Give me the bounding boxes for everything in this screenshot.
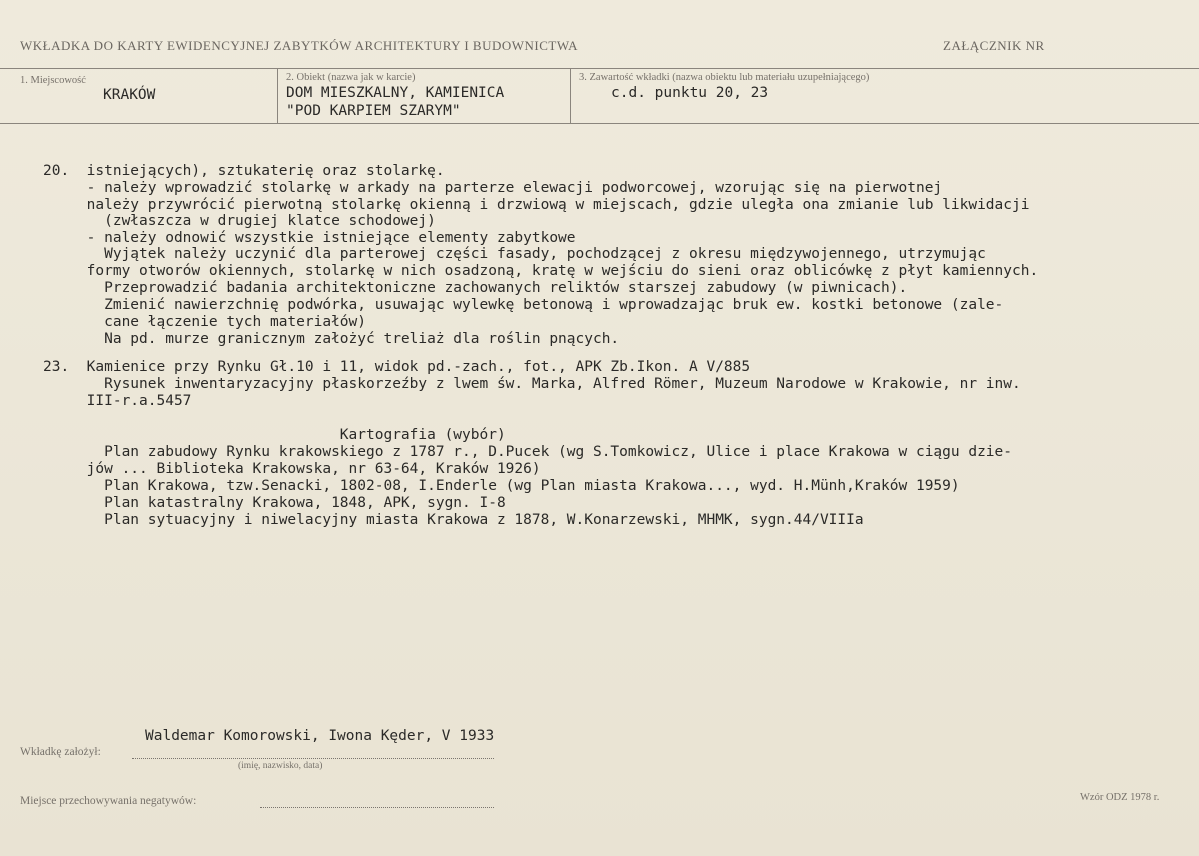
body-line: Plan sytuacyjny i niwelacyjny miasta Krakowa z 1878, W.Konarzewski, MHMK, sygn.44/VIIIa — [43, 512, 864, 528]
field-2-value-line-1: DOM MIESZKALNY, KAMIENICA — [286, 85, 505, 101]
body-line: Plan zabudowy Rynku krakowskiego z 1787 r., D.Pucek (wg S.Tomkowicz, Ulice i place Krakowa w ciągu dzie- — [43, 444, 1013, 460]
table-top-rule — [0, 68, 1199, 69]
body-line: Wyjątek należy uczynić dla parterowej części fasady, pochodzącej z okresu międzywojennego, utrzymując — [43, 246, 986, 262]
body-line: - należy wprowadzić stolarkę w arkady na parterze elewacji podworcowej, wzorując się na pierwotnej — [43, 180, 943, 196]
body-line: - należy odnowić wszystkie istniejące elementy zabytkowe — [43, 230, 576, 246]
body-line: Plan Krakowa, tzw.Senacki, 1802-08, I.Enderle (wg Plan miasta Krakowa..., wyd. H.Münh,Kraków 1959) — [43, 478, 960, 494]
body-line: Plan katastralny Krakowa, 1848, APK, sygn. I-8 — [43, 495, 506, 511]
body-line: 20. istniejących), sztukaterię oraz stolarkę. — [43, 163, 445, 179]
body-line: formy otworów okiennych, stolarkę w nich osadzoną, kratę w wejściu do sieni oraz oblicówkę z płyt kamiennych. — [43, 263, 1039, 279]
field-1-value: KRAKÓW — [103, 87, 156, 103]
author-hint: (imię, nazwisko, data) — [238, 761, 323, 771]
negatives-dotted-line — [260, 807, 494, 808]
column-divider-2 — [570, 68, 571, 124]
body-line: (zwłaszcza w drugiej klatce schodowej) — [43, 213, 436, 229]
body-line: 23. Kamienice przy Rynku Gł.10 i 11, widok pd.-zach., fot., APK Zb.Ikon. A V/885 — [43, 359, 751, 375]
field-3-label: 3. Zawartość wkładki (nazwa obiektu lub materiału uzupełniającego) — [579, 72, 870, 83]
body-line: III-r.a.5457 — [43, 393, 192, 409]
table-bottom-rule — [0, 123, 1199, 124]
column-divider-1 — [277, 68, 278, 124]
field-3-value: c.d. punktu 20, 23 — [611, 85, 769, 101]
body-line: Rysunek inwentaryzacyjny płaskorzeźby z lwem św. Marka, Alfred Römer, Muzeum Narodowe w Krakowie, nr inw. — [43, 376, 1021, 392]
authors-value: Waldemar Komorowski, Iwona Kęder, V 1933 — [145, 728, 495, 744]
field-1-label: 1. Miejscowość — [20, 75, 86, 86]
author-dotted-line — [132, 758, 494, 759]
body-line: Na pd. murze granicznym założyć treliaż dla roślin pnących. — [43, 331, 620, 347]
attachment-number-label: ZAŁĄCZNIK NR — [943, 38, 1045, 53]
form-pattern-label: Wzór ODZ 1978 r. — [1080, 792, 1160, 803]
body-line: Zmienić nawierzchnię podwórka, usuwając wylewkę betonową i wprowadzając bruk ew. kostki betonowe (zale- — [43, 297, 1004, 313]
body-line: cane łączenie tych materiałów) — [43, 314, 367, 330]
section-heading-cartography: Kartografia (wybór) — [43, 427, 506, 443]
field-2-value-line-2: "POD KARPIEM SZARYM" — [286, 103, 461, 119]
body-line: należy przywrócić pierwotną stolarkę okienną i drzwiową w miejscach, gdzie uległa ona zmianie lub likwidacji — [43, 197, 1030, 213]
body-line: jów ... Biblioteka Krakowska, nr 63-64, Kraków 1926) — [43, 461, 541, 477]
form-title: WKŁADKA DO KARTY EWIDENCYJNEJ ZABYTKÓW ARCHITEKTURY I BUDOWNICTWA — [20, 38, 579, 53]
author-label: Wkładkę założył: — [20, 746, 101, 758]
negatives-location-label: Miejsce przechowywania negatywów: — [20, 795, 197, 807]
field-2-label: 2. Obiekt (nazwa jak w karcie) — [286, 72, 416, 83]
body-line: Przeprowadzić badania architektoniczne zachowanych reliktów starszej zabudowy (w piwnicach). — [43, 280, 908, 296]
